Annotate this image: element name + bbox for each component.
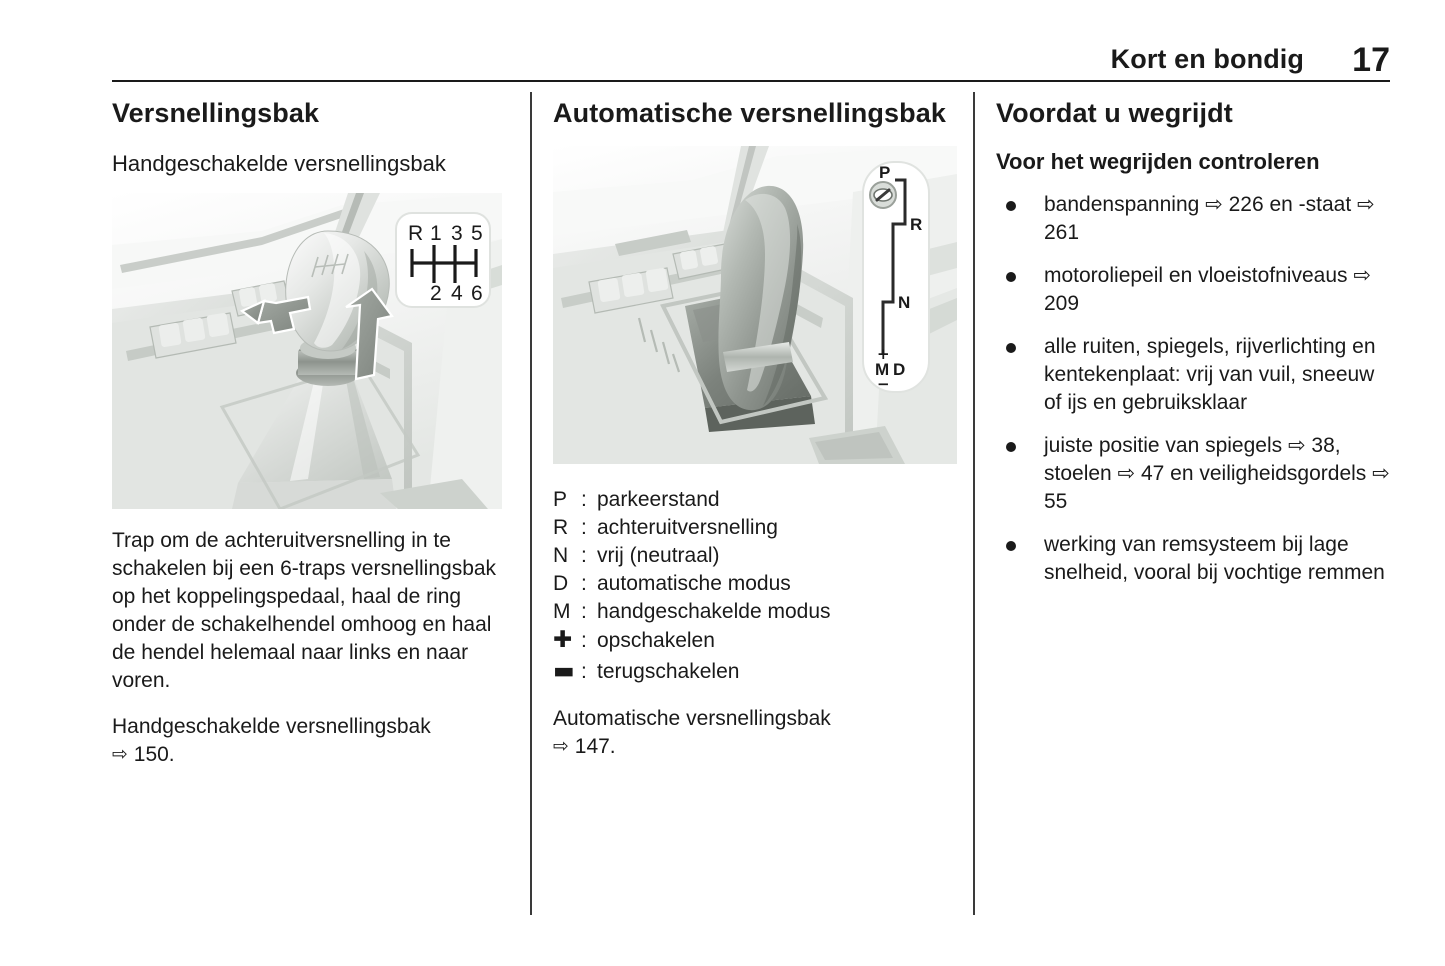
legend-row xyxy=(553,486,953,514)
manual-gearshift-figure xyxy=(112,193,502,509)
page-title: Kort en bondig xyxy=(1110,44,1304,74)
reference-arrow-icon: ⇨ xyxy=(553,734,569,757)
legend-row xyxy=(553,656,953,687)
pattern-label-4: 4 xyxy=(451,282,463,306)
left-section-title: Versnellingsbak xyxy=(112,98,320,128)
legend-colon: : xyxy=(581,571,587,595)
legend-key: P xyxy=(553,487,568,511)
reference-arrow-icon: ⇨ xyxy=(112,742,128,765)
header-divider xyxy=(112,80,1390,82)
bullet-dot-icon xyxy=(1006,343,1016,353)
middle-section-title: Automatische versnellingsbak xyxy=(553,98,946,128)
legend-value: parkeerstand xyxy=(597,487,720,511)
checklist xyxy=(996,191,1396,586)
middle-reference-page: 147. xyxy=(574,734,616,758)
legend-colon: : xyxy=(581,543,587,567)
column-middle xyxy=(553,98,953,760)
legend-row xyxy=(553,542,953,570)
legend-row xyxy=(553,514,953,542)
gate-label-minus: − xyxy=(877,374,890,393)
middle-reference-text: Automatische versnellingsbak xyxy=(553,706,831,730)
legend-key: N xyxy=(553,543,569,567)
right-section-title: Voordat u wegrijdt xyxy=(996,98,1233,128)
page-header xyxy=(112,34,1390,82)
column-divider-right xyxy=(973,92,975,915)
bullet-dot-icon xyxy=(1006,272,1016,282)
legend-colon: : xyxy=(581,515,587,539)
gate-label-D: D xyxy=(893,359,906,379)
legend-value: opschakelen xyxy=(597,629,715,653)
gate-pattern-inset xyxy=(863,162,929,393)
gate-label-N: N xyxy=(898,292,911,312)
list-item-text: bandenspanning ⇨ 226 en -staat ⇨ 261 xyxy=(1044,193,1375,245)
middle-reference xyxy=(553,705,953,761)
left-reference xyxy=(112,713,504,769)
list-item xyxy=(996,531,1396,587)
legend-colon: : xyxy=(581,599,587,623)
legend-colon: : xyxy=(581,660,587,684)
legend-colon: : xyxy=(581,487,587,511)
left-reference-text: Handgeschakelde versnellingsbak xyxy=(112,714,431,738)
gate-label-P: P xyxy=(879,162,891,182)
pattern-label-5: 5 xyxy=(471,222,483,246)
gate-label-R: R xyxy=(910,214,923,234)
column-right xyxy=(996,98,1396,601)
automatic-gearshift-illustration xyxy=(553,146,957,464)
legend-row xyxy=(553,598,953,626)
pattern-label-R: R xyxy=(408,222,424,246)
list-item xyxy=(996,333,1396,417)
bullet-dot-icon xyxy=(1006,442,1016,452)
bullet-dot-icon xyxy=(1006,201,1016,211)
legend-value: handgeschakelde modus xyxy=(597,599,831,623)
list-item-text: juiste positie van spiegels ⇨ 38, stoelen ⇨ 47 en veiligheidsgordels ⇨ 55 xyxy=(1044,433,1390,513)
list-item xyxy=(996,191,1396,247)
legend-value: achteruitversnelling xyxy=(597,515,778,539)
column-divider-left xyxy=(530,92,532,915)
manual-gearshift-illustration xyxy=(112,193,502,509)
pattern-label-2: 2 xyxy=(430,282,442,306)
legend-key: M xyxy=(553,599,571,623)
legend-value: vrij (neutraal) xyxy=(597,543,720,567)
automatic-gearshift-figure xyxy=(553,146,957,464)
list-item-text: alle ruiten, spiegels, rijverlichting en kentekenplaat: vrij van vuil, sneeuw of ijs en gebruiksklaar xyxy=(1044,335,1376,414)
list-item-text: motoroliepeil en vloeistofniveaus ⇨ 209 xyxy=(1044,264,1371,316)
left-reference-page: 150. xyxy=(133,742,175,766)
legend-row xyxy=(553,570,953,598)
bullet-dot-icon xyxy=(1006,541,1016,551)
legend-key-upshift-icon: ✚ xyxy=(553,627,573,654)
legend-value: automatische modus xyxy=(597,571,791,595)
gate-label-M: M xyxy=(875,359,890,379)
legend-key: D xyxy=(553,571,569,595)
legend-key-downshift-icon: ▬ xyxy=(553,658,575,685)
list-item xyxy=(996,432,1396,516)
pattern-label-3: 3 xyxy=(451,222,463,246)
park-release-button-icon xyxy=(870,182,896,208)
legend-key: R xyxy=(553,515,569,539)
legend-colon: : xyxy=(581,629,587,653)
list-item-text: werking van remsysteem bij lage snelheid, vooral bij vochtige remmen xyxy=(1044,532,1385,584)
pattern-label-6: 6 xyxy=(471,282,483,306)
shift-pattern-inset xyxy=(396,213,490,307)
page-number: 17 xyxy=(1352,41,1390,79)
right-subsection-title: Voor het wegrijden controleren xyxy=(996,148,1320,174)
pattern-label-1: 1 xyxy=(430,222,442,246)
legend-row xyxy=(553,625,953,656)
gate-label-plus: + xyxy=(877,344,890,363)
gear-position-legend xyxy=(553,486,953,687)
legend-value: terugschakelen xyxy=(597,660,740,684)
left-body-paragraph: Trap om de achteruitversnelling in te schakelen bij een 6-traps versnellingsbak op het koppelingspedaal, haal de ring onder de schakelhendel omhoog en haal de hendel helemaal naar links en naar voren. xyxy=(112,529,497,692)
left-subsection-title: Handgeschakelde versnellingsbak xyxy=(112,150,446,176)
column-left xyxy=(112,98,504,769)
list-item xyxy=(996,262,1396,318)
